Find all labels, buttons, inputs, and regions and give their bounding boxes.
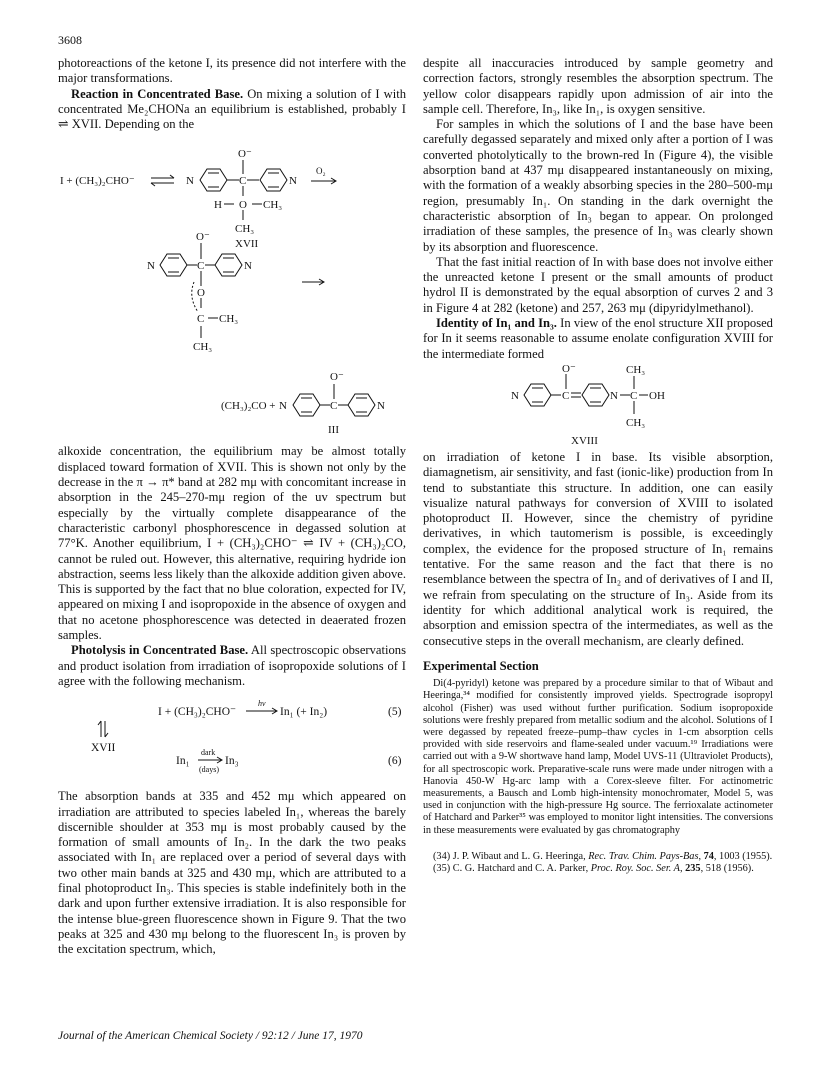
eq6-right: In₃ (225, 755, 239, 768)
volume: 74 (703, 850, 714, 862)
footnote-text: (35) C. G. Hatchard and C. A. Parker, (433, 862, 591, 874)
scheme-reactant-label: I + (CH₃)₂CHO⁻ (60, 175, 135, 188)
paragraph (423, 316, 773, 362)
pyridine-n-label: N (279, 400, 287, 413)
mechanism-equations (58, 697, 406, 783)
run-in-heading: Reaction in Concentrated Base. (71, 86, 244, 101)
pyridine-n-label: N (147, 260, 155, 273)
eq5-number: (5) (388, 706, 402, 719)
compound-label-xviii: XVIII (571, 434, 598, 447)
journal-name: Proc. Roy. Soc. Ser. A (590, 862, 680, 874)
central-carbon-label: C (330, 400, 338, 413)
volume: 235 (685, 862, 701, 874)
paragraph (58, 643, 406, 689)
structure-xviii-drawing (423, 362, 773, 450)
paragraph: alkoxide concentration, the equilibrium may be almost totally displaced toward formation of XVII. This is shown not only by the decrease in the π → π* band at 282 mμ with concomitant increase in absorption in the 245–270-mμ region of the uv spectrum but especially by the virtually complete disappearance of the characteristic carbonyl phosphorescence in degassed solution at 77°K. Another equilibrium, I + (CH₃)₂CHO⁻ ⇌ IV + (CH₃)₂CO, cannot be ruled out. However, this alternative, requiring hydride ion abstraction, seems less likely than the alkoxide addition given above. This is supported by the fact that no blue coloration, expected for IV, appeared on mixing I and isopropoxide in the absence of oxygen and that no acetone phosphorescence was detected in deaerated frozen samples. (58, 444, 406, 643)
structure-xviii (423, 362, 773, 450)
eq6-under: (days) (199, 765, 219, 775)
carbon-label: C (562, 389, 570, 402)
footnotes (423, 851, 773, 875)
oxide-label: O⁻ (330, 371, 344, 384)
experimental-text (423, 678, 773, 837)
methyl-label: CH₃ (626, 363, 646, 376)
pyridine-n-label: N (289, 175, 297, 188)
journal-name: Rec. Trav. Chim. Pays-Bas (588, 850, 699, 862)
eq5-left: I + (CH₃)₂CHO⁻ (158, 706, 237, 719)
methyl-label: CH₃ (235, 223, 255, 236)
eq-xvii: XVII (91, 742, 116, 755)
footnote-text: , 1003 (1955). (713, 850, 773, 862)
oxygen-label: O (239, 199, 247, 212)
paragraph-text: All spectroscopic observations and product isolation from irradiation of isopropoxide solutions of I agree with the following mechanism. (58, 643, 407, 688)
paragraph: on irradiation of ketone I in base. Its visible absorption, diamagnetism, air sensitivity, and fast (ionic-like) production from In tend to substantiate this structure. In addition, one can easily visualize natural pathways for conversion of XVIII to isolated photoproduct II. However, since the chemistry of pyridine derivatives, in which tautomerism is possible, is exceedingly complex, the evidence for the proposed structure of In₁ remains tentative. For the same reason and the fact that there is no resemblance between the spectra of In₂ and of derivatives of I and II, we refrain from speculating on the structure of In₃. Aside from its identity for which additional analytical work is required, the absorption and emission spectra of the intermediates, as well as the consecutive steps in the overall mechanism, are clearly defined. (423, 449, 773, 648)
footnote-text: , 518 (1956). (700, 862, 754, 874)
eq6-over: dark (201, 748, 216, 758)
oxygen-label: O (197, 287, 205, 300)
footnote-34 (423, 851, 773, 863)
left-column (58, 56, 406, 958)
scheme-product-label: (CH₃)₂CO + (221, 400, 276, 413)
paragraph: The absorption bands at 335 and 452 mμ which appeared on irradiation are attributed to species labeled In₁, whereas the barely discernible shoulder at 353 mμ is most probably caused by the formation of small amounts of In₂. In the dark the two peaks associated with In₁ are replaced over a period of several days with two other main bands at 325 and 430 mμ, which are attributed to a final photoproduct In₃. This species is stable indefinitely both in the dark and upon further extensive irradiation. It is also responsible for the intense blue-green fluorescence shown in Figure 9. That the two peaks at 325 and 430 mμ belong to the fluorescent In₃ is proven by the excitation spectrum, which, (58, 789, 406, 957)
footnote-35 (423, 863, 773, 875)
pyridine-n-label: N (186, 175, 194, 188)
eq5-over: hν (258, 699, 266, 709)
pyridine-n-label: N (244, 260, 252, 273)
run-in-heading: Photolysis in Concentrated Base. (71, 643, 249, 658)
paragraph (58, 87, 406, 133)
oxygen-arrow-label: O₂ (316, 166, 326, 177)
pyridine-n-label: N (377, 400, 385, 413)
reaction-scheme (58, 132, 406, 444)
right-column (423, 56, 773, 875)
eq5-right: In₁ (+ In₂) (280, 706, 328, 719)
paragraph: For samples in which the solutions of I and the base have been carefully degassed separately and mixed only after a portion of I was converted photolytically to the brown-red In (Figure 4), the visible absorption band at 437 mμ disappeared instantaneously on mixing, with the formation of a weakly absorbing species in the 280–500-mμ region, presumably In₁. On standing in the dark overnight the characteristic absorption of In₃ began to appear. On prolonged irradiation of these samples, the presence of In₃ was clearly shown by its absorption and fluorescence. (423, 117, 773, 254)
methyl-label: CH₃ (263, 199, 283, 212)
footnote-text: , (698, 850, 704, 862)
oxide-label: O⁻ (562, 362, 576, 375)
footnote-text: , (679, 862, 686, 874)
compound-label-iii: III (328, 424, 339, 437)
reaction-scheme-drawing (58, 132, 406, 444)
paragraph: That the fast initial reaction of In with base does not involve either the unreacted ketone I present or the small amounts of product hydrol II is demonstrated by the equal absorption of curves 2 and 3 in Figure 4 at 282 (ketone) and 257, 263 mμ (dipyridylmethanol). (423, 254, 773, 315)
paragraph-text: On mixing a solution of I with concentrated Me₂CHONa an equilibrium is established, probably I ⇌ XVII. Depending on the (58, 86, 407, 132)
journal-footer: Journal of the American Chemical Society / 92:12 / June 17, 1970 (58, 1030, 363, 1042)
hydrogen-label: H (214, 199, 222, 212)
paragraph: photoreactions of the ketone I, its presence did not interfere with the major transformations. (58, 56, 406, 86)
central-carbon-label: C (239, 175, 247, 188)
methyl-label: CH₃ (219, 313, 239, 326)
central-carbon-label: C (197, 260, 205, 273)
oxide-label: O⁻ (238, 148, 252, 161)
paragraph: Di(4-pyridyl) ketone was prepared by a procedure similar to that of Wibaut and Heeringa,³⁴ modified for consistently improved yields. Spectrograde isopropyl alcohol (Fisher) was used without further purification. Sodium isopropoxide solutions were freshly prepared from metallic sodium and the alcohol. Solutions of I were degassed by repeated freeze–pump–thaw cycles in 1-cm absorption cells provided with side reservoirs and flame-sealed under vacuum.¹⁹ Irradiations were carried out with a 9-W shortwave hand lamp, Model UVS-11 (Ultraviolet Products), for all spectroscopic work. Preparative-scale runs were made under nitrogen with a Hanovia 450-W Hg-arc lamp with a Corex-sleeve filter. For actinometric measurements, a Bausch and Lomb high-intensity monochromater, Model 5, was used in conjunction with the high-pressure Hg source. The ferrioxalate actinometer of Hatchard and Parker³⁵ was employed to monitor light intensities. The conversions in these measurements were evaluated by gas chromatography (423, 678, 773, 836)
section-title: Experimental Section (423, 658, 539, 673)
page-number: 3608 (58, 33, 82, 47)
hydroxyl-label: OH (649, 389, 665, 402)
carbon-label: C (630, 389, 638, 402)
paragraph-text: In view of the enol structure XII proposed for In it seems reasonable to assume enolate configuration XVIII for the intermediate formed (423, 316, 773, 361)
compound-label-xvii: XVII (235, 238, 259, 251)
pyridine-n-label: N (511, 389, 519, 402)
eq6-number: (6) (388, 755, 402, 768)
paragraph: despite all inaccuracies introduced by sample geometry and correction factors, strongly resembles the absorption spectrum. The yellow color disappears rapidly upon admission of air into the sample cell. Therefore, In₃, like In₁, is oxygen sensitive. (423, 56, 773, 116)
oxide-label: O⁻ (196, 231, 210, 244)
methyl-label: CH₃ (626, 416, 646, 429)
eq6-left: In₁ (176, 755, 190, 768)
pyridine-n-label: N (610, 389, 618, 402)
carbon-label: C (197, 313, 205, 326)
mechanism-drawing (58, 697, 406, 783)
run-in-heading: Identity of In₁ and In₃. (436, 316, 557, 331)
methyl-label: CH₃ (193, 341, 213, 354)
footnote-text: (34) J. P. Wibaut and L. G. Heeringa, (433, 850, 589, 862)
